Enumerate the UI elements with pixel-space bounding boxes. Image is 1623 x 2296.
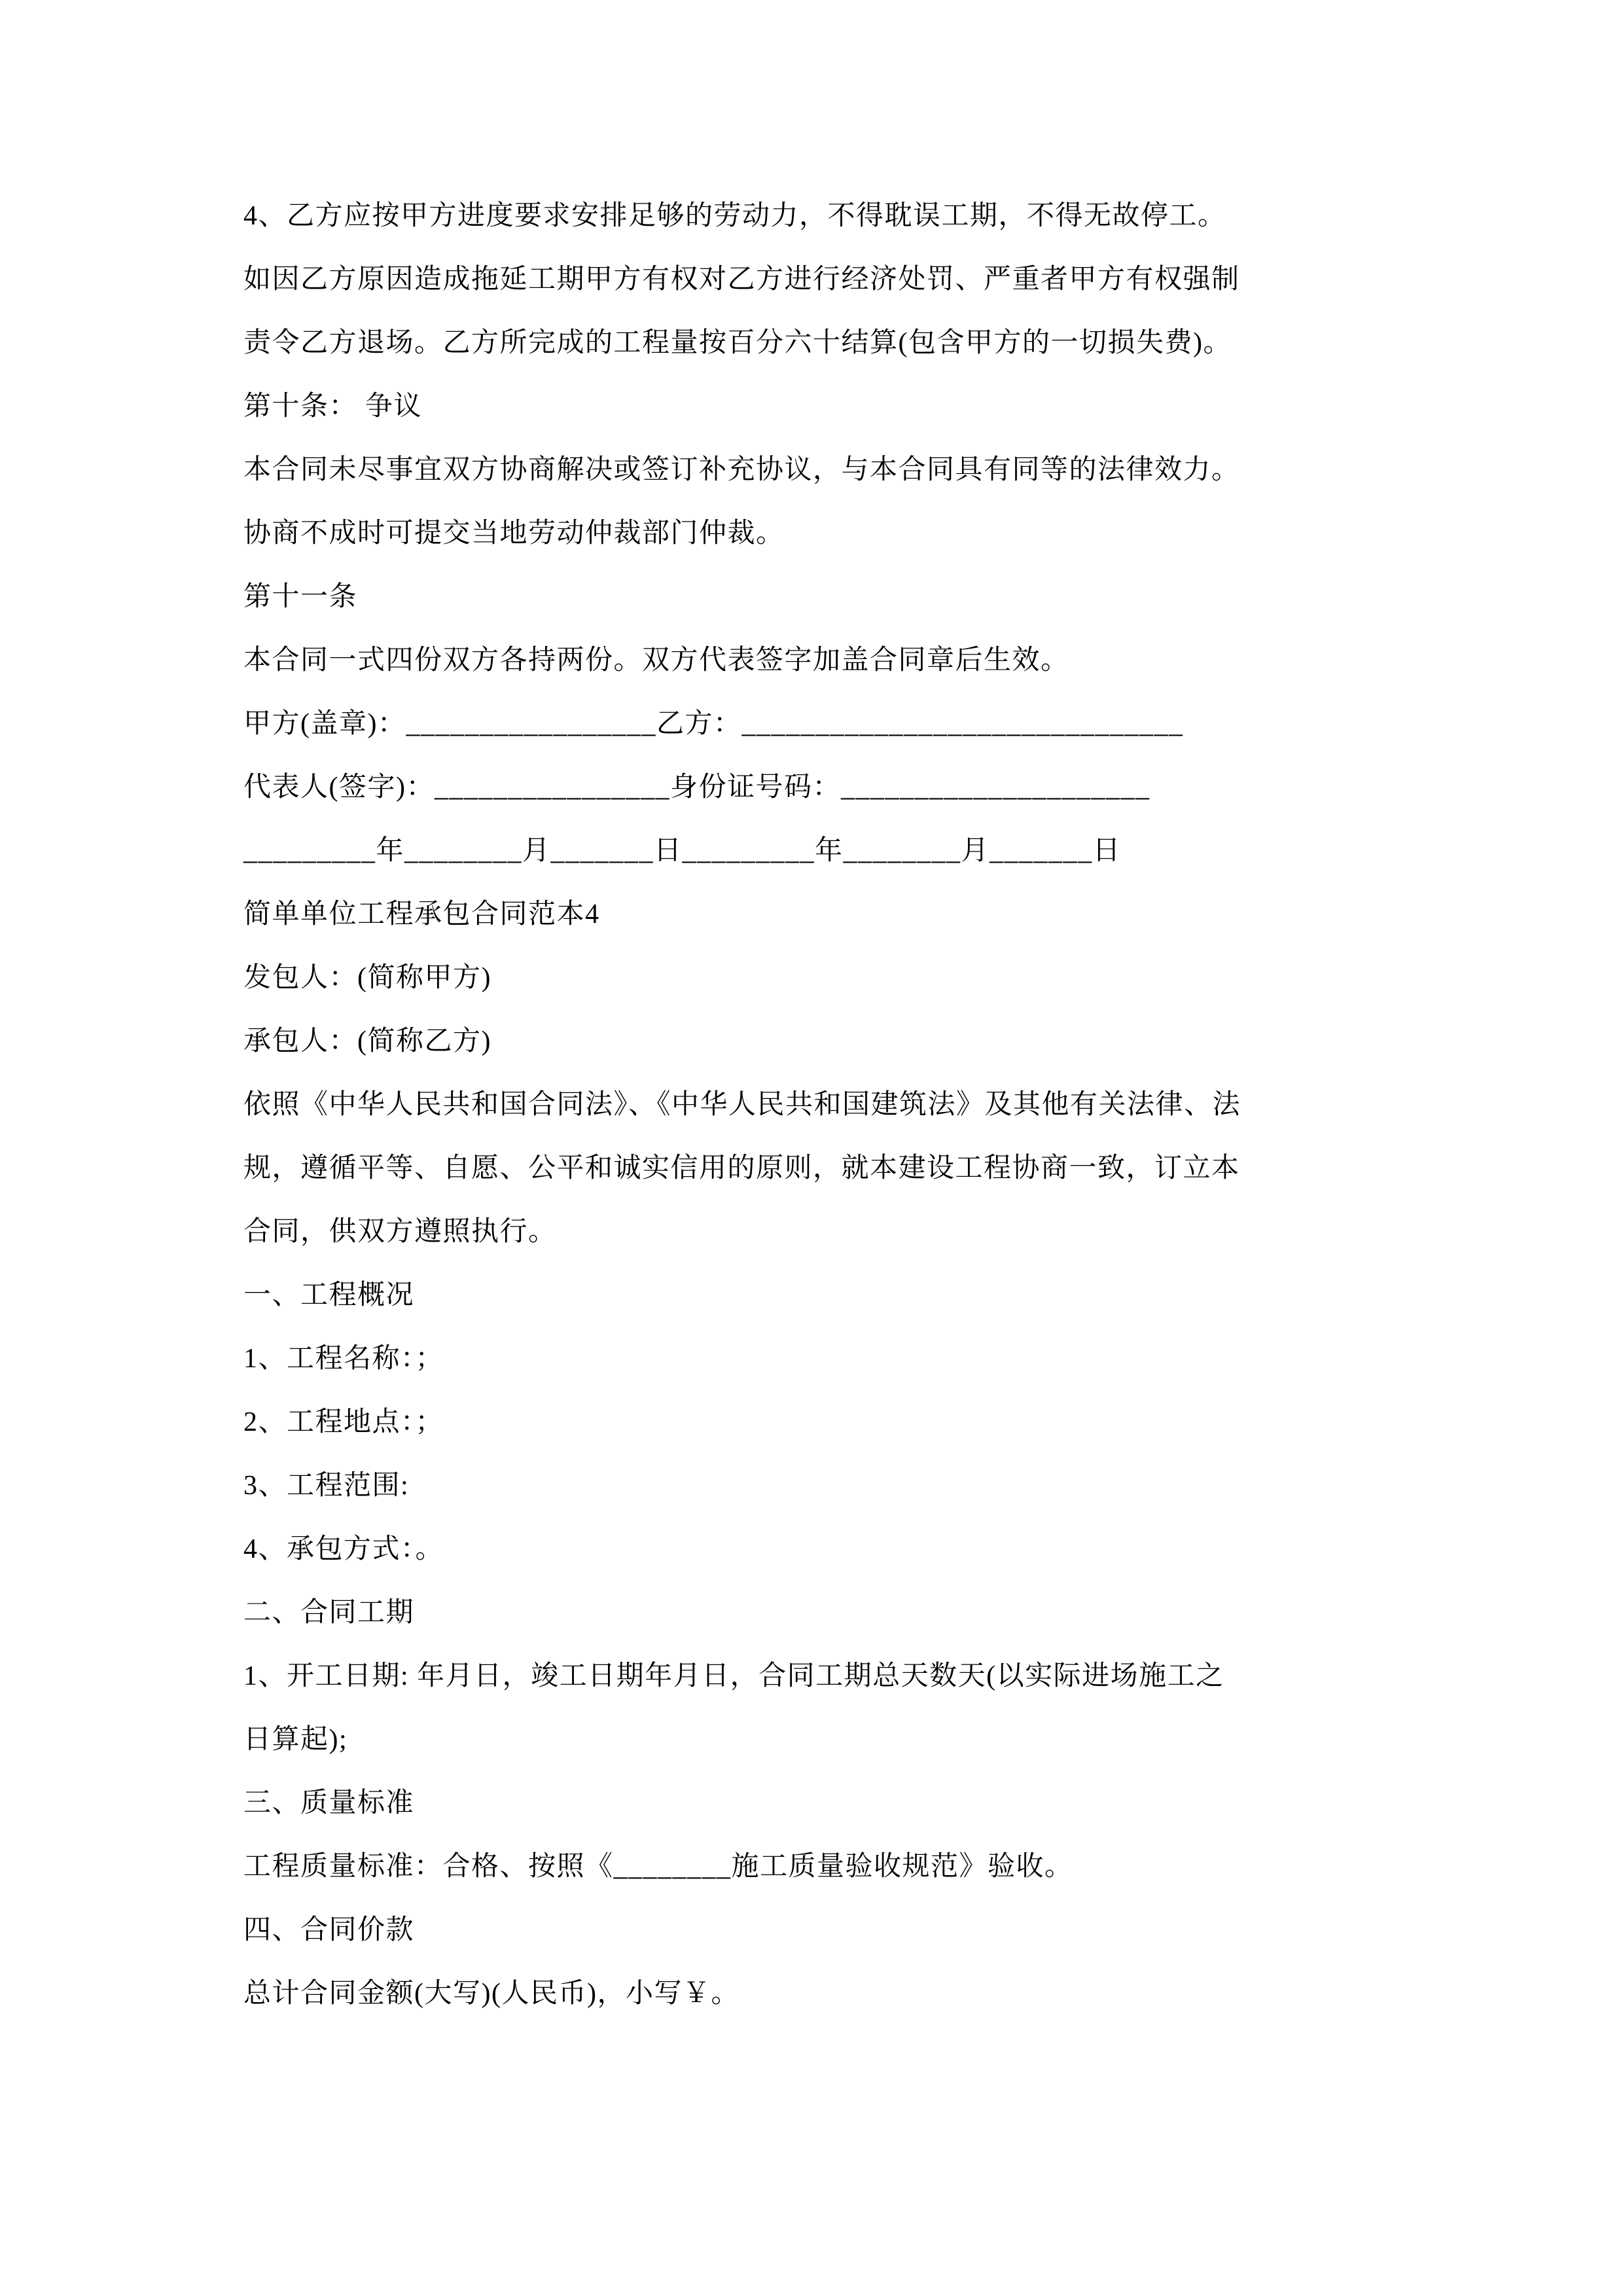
clause-heading-duration: 二、合同工期 [243, 1598, 415, 1628]
clause-heading-quality: 三、质量标准 [243, 1788, 415, 1818]
clause-heading-10: 第十条： 争议 [243, 391, 423, 422]
text-line: 本合同未尽事宜双方协商解决或签订补充协议，与本合同具有同等的法律效力。 [243, 455, 1240, 485]
text-line: 工程质量标准：合格、按照《________施工质量验收规范》验收。 [243, 1852, 1073, 1882]
text-line: 规，遵循平等、自愿、公平和诚实信用的原则，就本建设工程协商一致，订立本 [243, 1153, 1240, 1183]
text-line: 3、工程范围: [243, 1471, 410, 1501]
text-line: 1、工程名称：； [243, 1344, 444, 1374]
text-line: 责令乙方退场。乙方所完成的工程量按百分六十结算(包含甲方的一切损失费)。 [243, 328, 1232, 358]
text-line: 协商不成时可提交当地劳动仲裁部门仲裁。 [243, 518, 785, 548]
clause-heading-price: 四、合同价款 [243, 1915, 415, 1945]
text-line: 如因乙方原因造成拖延工期甲方有权对乙方进行经济处罚、严重者甲方有权强制 [243, 264, 1240, 295]
text-line: 合同，供双方遵照执行。 [243, 1217, 557, 1247]
document-body [243, 185, 1395, 2026]
text-line: 4、承包方式：。 [243, 1534, 444, 1564]
signature-line-date: _________年________月_______日_________年________月_______日 [243, 836, 1122, 866]
text-line: 2、工程地点：； [243, 1407, 444, 1437]
text-line: 依照《中华人民共和国合同法》、《中华人民共和国建筑法》及其他有关法律、法 [243, 1090, 1241, 1120]
signature-line-party: 甲方(盖章)：_________________乙方：______________________________ [243, 709, 1184, 739]
text-line: 发包人：(简称甲方) [243, 963, 491, 993]
signature-line-representative: 代表人(签字)：________________身份证号码：_____________________ [243, 772, 1150, 802]
text-line: 总计合同金额(大写)(人民币)，小写￥。 [243, 1979, 740, 2009]
text-line: 日算起); [243, 1725, 348, 1755]
clause-heading-11: 第十一条 [243, 582, 358, 612]
text-line: 承包人：(简称乙方) [243, 1026, 491, 1056]
text-line: 1、开工日期: 年月日，竣工日期年月日，合同工期总天数天(以实际进场施工之 [243, 1661, 1224, 1691]
section-title: 简单单位工程承包合同范本4 [243, 899, 600, 929]
clause-heading-overview: 一、工程概况 [243, 1280, 415, 1310]
text-line: 本合同一式四份双方各持两份。双方代表签字加盖合同章后生效。 [243, 645, 1069, 675]
text-line: 4、乙方应按甲方进度要求安排足够的劳动力，不得耽误工期，不得无故停工。 [243, 201, 1226, 231]
